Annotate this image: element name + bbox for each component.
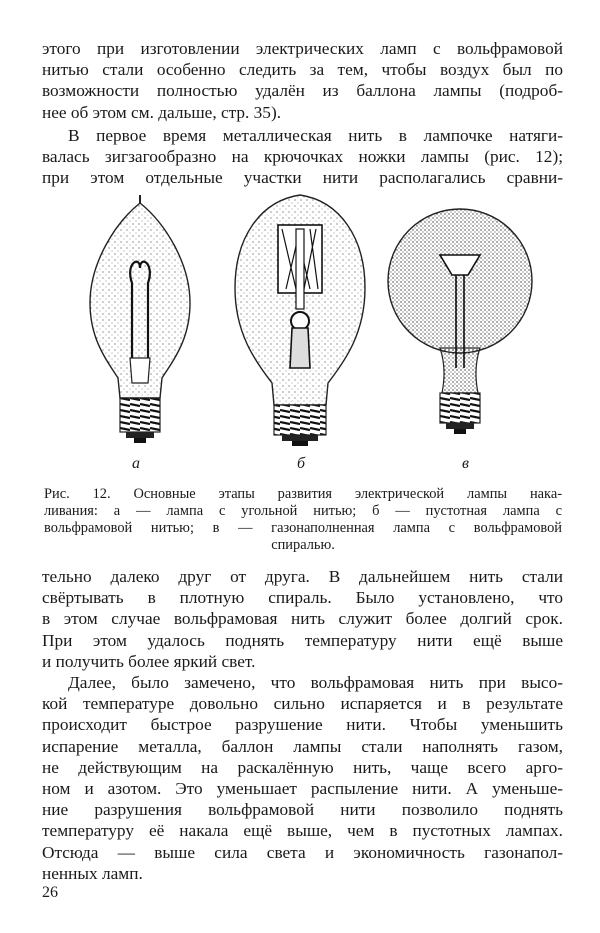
paragraph-spiral — [42, 566, 563, 672]
text-line: и получить более яркий свет. — [42, 651, 256, 671]
page-number: 26 — [42, 884, 58, 901]
text-line: тельно далеко друг от друга. В дальнейшем нить стали — [42, 567, 563, 586]
text-line: ненных ламп. — [42, 863, 143, 883]
text-line: этого при изготовлении электрических ламп с вольфрамовой — [42, 39, 563, 58]
text-line: происходит быстрое разрушение нити. Чтобы уменьшить — [42, 715, 563, 735]
text-line: кой температуре довольно сильно испаряется и в результате — [42, 694, 563, 714]
paragraph-filament-history — [42, 125, 563, 189]
text-line: свёртывать в плотную спираль. Было установлено, что — [42, 588, 563, 608]
text-line: нитью стали особенно следить за тем, чтобы воздух был по — [42, 60, 563, 80]
text-line: температуру её накала ещё выше, чем в пустотных лампах. — [42, 821, 563, 841]
paragraph-continuation — [42, 38, 563, 123]
text-line: возможности полностью удалён из баллона лампы (подроб- — [42, 81, 563, 101]
caption-line: Рис. 12. Основные этапы развития электрической лампы нака- — [44, 486, 562, 502]
figure-label-c: в — [462, 455, 469, 472]
lamp-a-carbon — [90, 195, 190, 443]
text-line: испарение металла, баллон лампы стали наполнять газом, — [42, 736, 563, 756]
text-line: Далее, было замечено, что вольфрамовая нить при высо- — [68, 673, 563, 692]
caption-line: вольфрамовой нитью; в — газонаполненная лампа с вольфрамовой — [44, 520, 562, 536]
text-line: в этом случае вольфрамовая нить служит более долгий срок. — [42, 609, 563, 629]
caption-line: ливания: а — лампа с угольной нитью; б — пустотная лампа с — [44, 503, 562, 519]
caption-line: спиралью. — [271, 537, 335, 553]
text-line: не действующим на раскалённую нить, чаще всего арго- — [42, 757, 563, 777]
lamp-c-gas-filled — [388, 209, 532, 434]
text-line: ном и азотом. Это уменьшает распыление нити. А уменьше- — [42, 779, 563, 799]
text-line: нее об этом см. дальше, стр. 35). — [42, 102, 282, 122]
text-line: валась зигзагообразно на крючочках ножки лампы (рис. 12); — [42, 147, 563, 167]
lamp-illustration — [60, 193, 540, 478]
text-line: ние разрушения вольфрамовой нити позволило поднять — [42, 800, 563, 820]
figure-caption — [44, 486, 562, 554]
figure-label-b: б — [297, 455, 306, 472]
figure-label-a: а — [132, 455, 140, 472]
text-line: При этом удалось поднять температуру нити ещё выше — [42, 630, 563, 650]
paragraph-gas-filling — [42, 672, 563, 884]
lamp-b-vacuum — [235, 195, 365, 446]
text-line: Отсюда — выше сила света и экономичность газонапол- — [42, 842, 563, 862]
text-line: при этом отдельные участки нити располагались сравни- — [42, 168, 563, 188]
text-line: В первое время металлическая нить в лампочке натяги- — [68, 126, 563, 145]
